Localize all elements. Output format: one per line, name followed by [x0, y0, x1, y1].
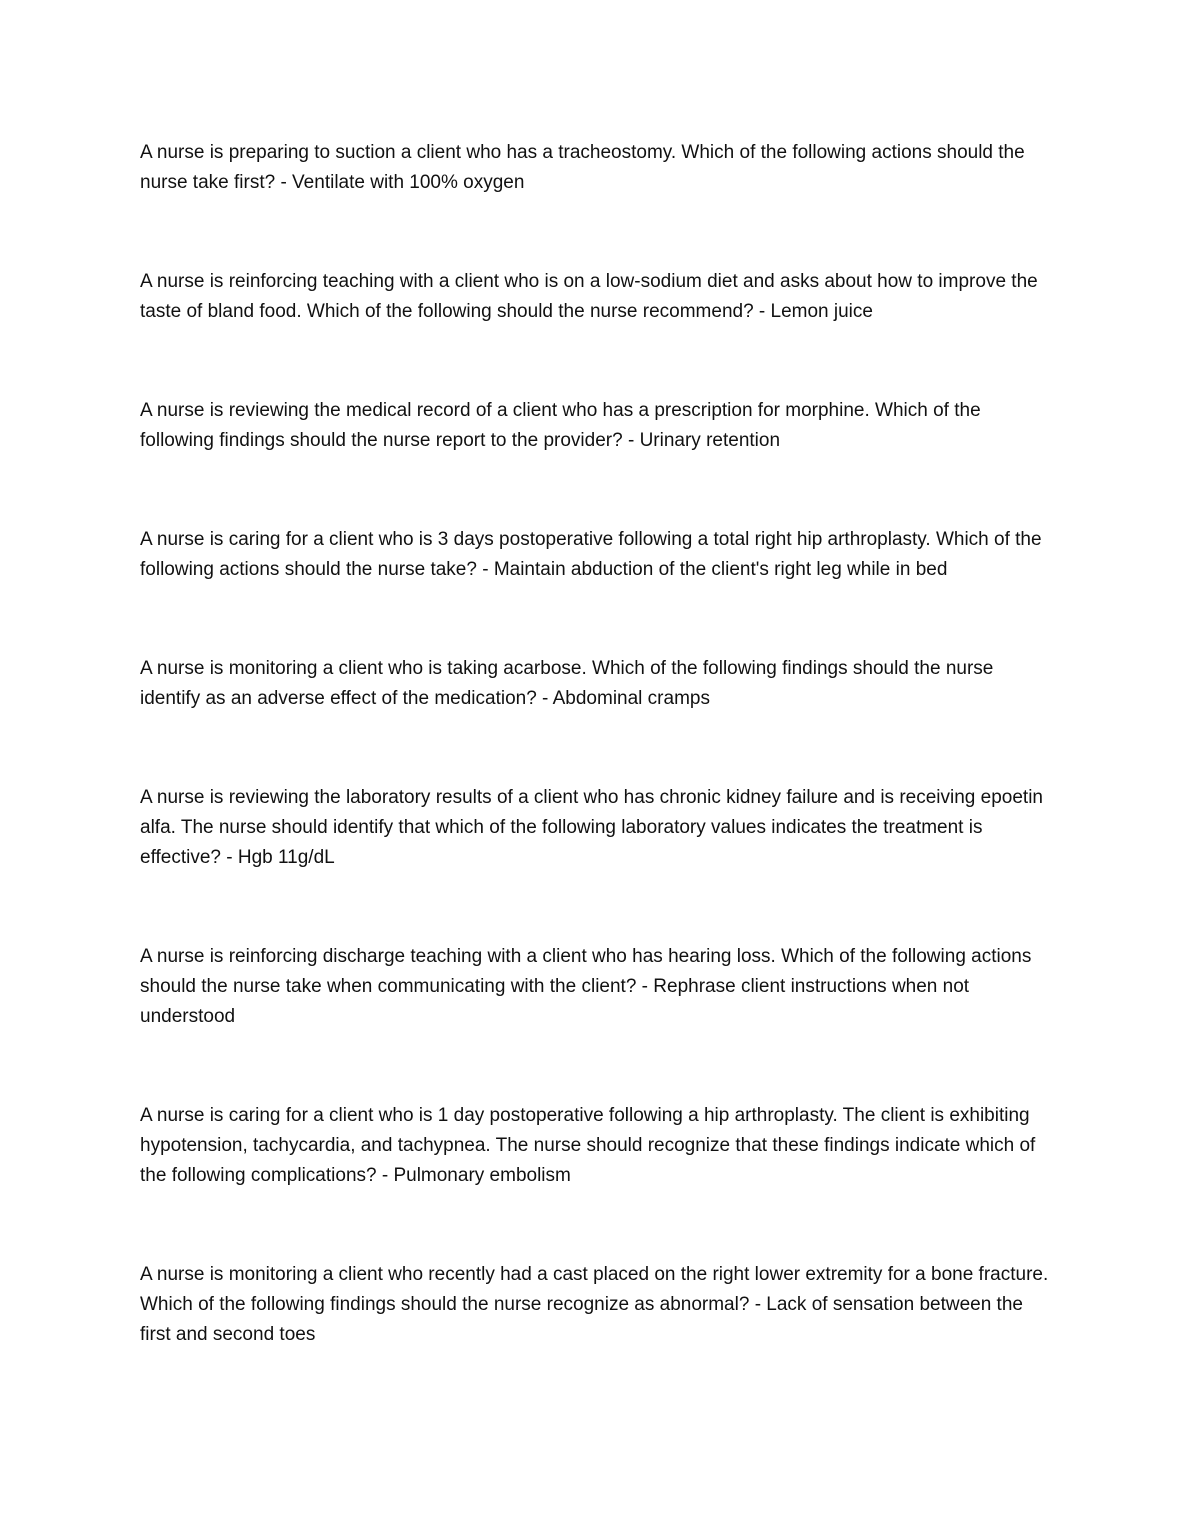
question-answer-item: A nurse is caring for a client who is 1 day postoperative following a hip arthroplasty. The client is exhibiting hypotension, tachycardia, and tachypnea. The nurse should recognize that these findings indicate which of the following complications? - Pulmonary embolism	[140, 1105, 1036, 1186]
question-answer-item: A nurse is reviewing the laboratory results of a client who has chronic kidney failure and is receiving epoetin alfa. The nurse should identify that which of the following laboratory values indicates the treatment is effective? - Hgb 11g/dL	[140, 787, 1043, 868]
question-answer-item: A nurse is caring for a client who is 3 days postoperative following a total right hip arthroplasty. Which of the following actions should the nurse take? - Maintain abduction of the client's right leg while in bed	[140, 529, 1042, 580]
question-answer-list	[140, 138, 1050, 1419]
question-answer-item: A nurse is preparing to suction a client who has a tracheostomy. Which of the following actions should the nurse take first? - Ventilate with 100% oxygen	[140, 142, 1025, 193]
question-answer-item: A nurse is reinforcing teaching with a client who is on a low-sodium diet and asks about how to improve the taste of bland food. Which of the following should the nurse recommend? - Lemon juice	[140, 271, 1038, 322]
question-answer-item: A nurse is reviewing the medical record of a client who has a prescription for morphine. Which of the following findings should the nurse report to the provider? - Urinary retention	[140, 400, 981, 451]
question-answer-item: A nurse is reinforcing discharge teaching with a client who has hearing loss. Which of the following actions should the nurse take when communicating with the client? - Rephrase client instructions when not understood	[140, 946, 1032, 1027]
question-answer-item: A nurse is monitoring a client who is taking acarbose. Which of the following findings should the nurse identify as an adverse effect of the medication? - Abdominal cramps	[140, 658, 994, 709]
question-answer-item: A nurse is monitoring a client who recently had a cast placed on the right lower extremity for a bone fracture. Which of the following findings should the nurse recognize as abnormal? - Lack of sensation between the first and second toes	[140, 1264, 1049, 1345]
